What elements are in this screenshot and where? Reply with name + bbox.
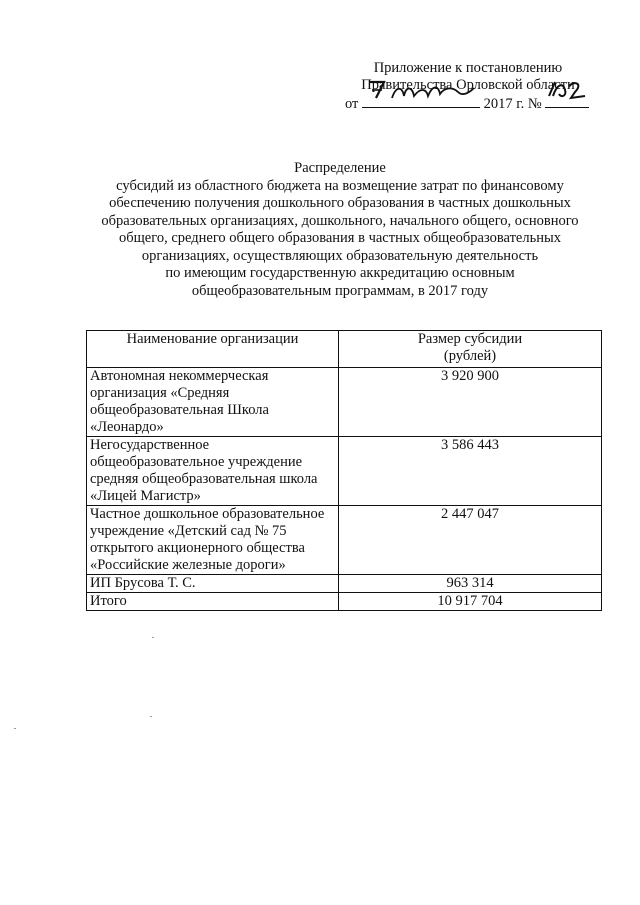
header-organization: Наименование организации — [87, 331, 339, 368]
organization-cell: Автономная некоммерческая организация «Средняя общеобразовательная Школа «Леонардо» — [87, 368, 339, 437]
resolution-date-line — [345, 94, 589, 113]
table-header-row — [87, 331, 602, 368]
organization-cell: ИП Брусова Т. С. — [87, 575, 339, 593]
scan-speck — [14, 728, 16, 729]
amount-cell: 2 447 047 — [339, 506, 602, 575]
year-number-text: 2017 г. № — [483, 96, 542, 112]
title-line: общеобразовательным программам, в 2017 году — [191, 282, 489, 299]
document-title — [80, 160, 600, 300]
table-row — [87, 368, 602, 437]
scan-speck — [150, 716, 152, 717]
total-amount-cell: 10 917 704 — [339, 593, 602, 611]
scan-speck — [152, 637, 154, 638]
amount-cell: 3 586 443 — [339, 437, 602, 506]
amount-cell: 3 920 900 — [339, 368, 602, 437]
organization-cell: Негосударственное общеобразовательное учреждение средняя общеобразовательная школа «Лицей Магистр» — [87, 437, 339, 506]
table-row — [87, 506, 602, 575]
table-row — [87, 575, 602, 593]
handwritten-date-signature — [362, 78, 480, 102]
date-prefix: от — [345, 96, 359, 112]
appendix-line-1: Приложение к постановлению — [373, 60, 563, 76]
total-row — [87, 593, 602, 611]
handwritten-number-signature — [545, 78, 589, 102]
header-subsidy-amount: Размер субсидии (рублей) — [339, 331, 602, 368]
title-line: субсидий из областного бюджета на возмещение затрат по финансовому — [116, 177, 564, 194]
handwritten-date — [362, 94, 480, 108]
organization-cell: Частное дошкольное образовательное учреждение «Детский сад № 75 открытого акционерного общества «Российские железные дороги» — [87, 506, 339, 575]
title-line: по имеющим государственную аккредитацию основным — [165, 265, 515, 281]
title-line: организациях, осуществляющих образовательную деятельность — [141, 247, 539, 264]
handwritten-number — [545, 94, 589, 108]
subsidy-table — [86, 330, 602, 611]
title-line: общего, среднего общего образования в частных общеобразовательных — [119, 230, 561, 246]
appendix-line-2: Правительства Орловской области — [361, 77, 575, 93]
title-line: обеспечению получения дошкольного образования в частных дошкольных — [109, 195, 571, 211]
title-line: образовательных организациях, дошкольного, начального общего, основного — [101, 212, 579, 229]
total-label-cell: Итого — [87, 593, 339, 611]
table-row — [87, 437, 602, 506]
amount-cell: 963 314 — [339, 575, 602, 593]
title-line: Распределение — [294, 160, 386, 176]
